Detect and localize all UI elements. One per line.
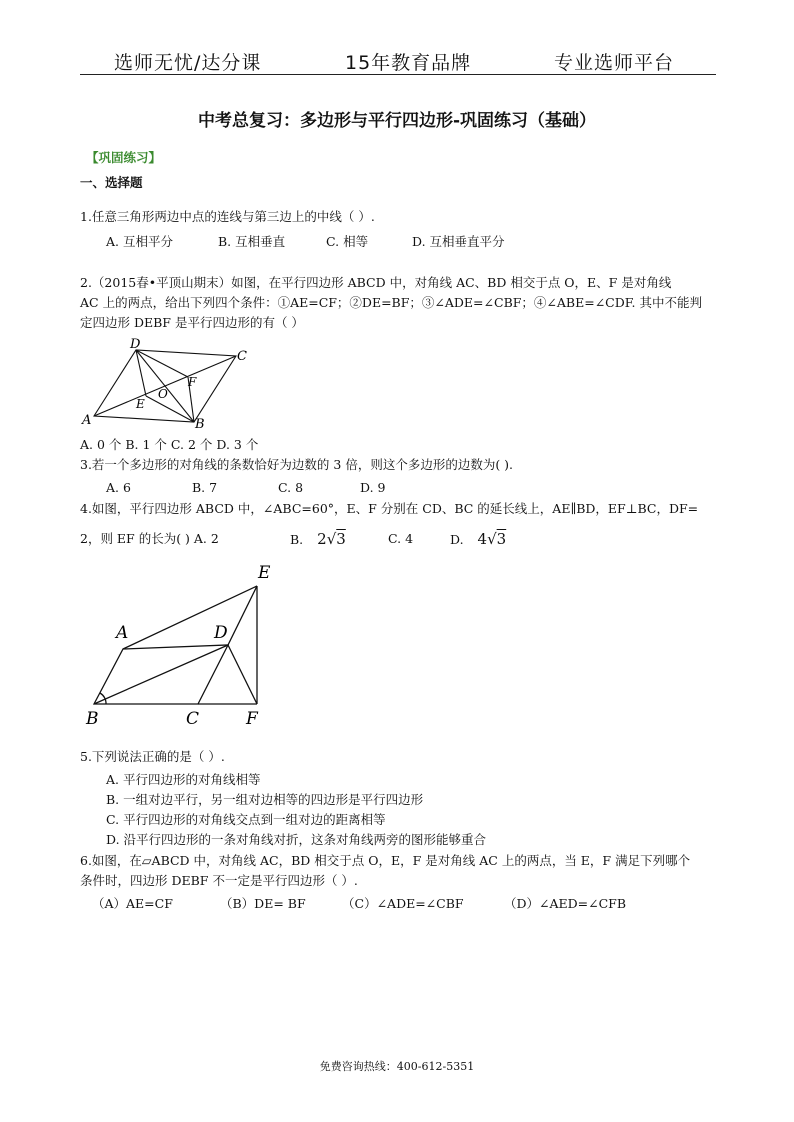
label-e: E	[258, 563, 271, 583]
q4-option-b-label: B.	[290, 532, 304, 547]
q6-line1: 6.如图，在▱ABCD 中，对角线 AC，BD 相交于点 O，E，F 是对角线 AC 上的两点，当 E，F 满足下列哪个	[80, 853, 691, 868]
q4-option-d-radicand: 3	[496, 530, 507, 548]
q3-stem: 3.若一个多边形的对角线的条数恰好为边数的 3 倍，则这个多边形的边数为( ).	[80, 457, 514, 472]
q6-line2: 条件时，四边形 DEBF 不一定是平行四边形（ ）.	[80, 873, 358, 888]
q1-stem: 1.任意三角形两边中点的连线与第三边上的中线（ ）.	[80, 209, 375, 224]
diagonal-bd	[94, 645, 228, 704]
q4-option-b	[290, 530, 346, 549]
label-b: B	[86, 709, 99, 728]
label-f: F	[246, 709, 258, 728]
page-title: 中考总复习：多边形与平行四边形-巩固练习（基础）	[197, 111, 597, 131]
q5-option-c: C. 平行四边形的对角线交点到一组对边的距离相等	[106, 812, 386, 827]
q1-option-a: A. 互相平分	[106, 234, 173, 249]
q3-option-a: A. 6	[106, 480, 131, 495]
q1-option-b: B. 互相垂直	[218, 234, 286, 249]
q5-stem: 5.下列说法正确的是（ ）.	[80, 749, 225, 764]
parallelogram-figure-q4	[80, 558, 300, 728]
label-o: O	[158, 387, 168, 401]
label-c: C	[186, 709, 200, 728]
label-b: B	[195, 417, 205, 432]
q6-option-a: （A）AE=CF	[92, 896, 173, 911]
q3-option-d: D. 9	[360, 480, 386, 495]
q6-option-c: （C）∠ADE=∠CBF	[342, 896, 464, 911]
label-d: D	[130, 337, 141, 352]
q5-option-d: D. 沿平行四边形的一条对角线对折，这条对角线两旁的图形能够重合	[106, 832, 487, 847]
label-f: F	[188, 375, 197, 389]
q4-option-d-value: 4√3	[477, 530, 507, 548]
q5-option-b: B. 一组对边平行，另一组对边相等的四边形是平行四边形	[106, 792, 424, 807]
segment-de	[228, 586, 257, 645]
segment-df	[136, 350, 188, 377]
q1-option-d: D. 互相垂直平分	[412, 234, 505, 249]
q4-option-d-coef: 4	[477, 530, 488, 548]
q3-option-b: B. 7	[192, 480, 218, 495]
q4-option-d-label: D.	[450, 532, 464, 547]
segment-df	[228, 645, 257, 704]
segment-eb	[146, 396, 194, 422]
section-label: 【巩固练习】	[86, 150, 162, 165]
q4-option-b-coef: 2	[317, 530, 327, 548]
q2-line3: 定四边形 DEBF 是平行四边形的有（ ）	[80, 315, 304, 330]
label-c: C	[237, 349, 247, 364]
q3-option-c: C. 8	[278, 480, 304, 495]
q4-option-b-value: 2√3	[317, 530, 346, 548]
parallelogram-figure-q2	[80, 336, 260, 432]
header-divider	[80, 74, 716, 75]
label-e: E	[136, 397, 145, 411]
label-a: A	[116, 623, 129, 643]
q4-option-d	[450, 530, 506, 549]
segment-ae	[123, 586, 257, 649]
header-right: 专业选师平台	[554, 52, 675, 74]
q1-option-c: C. 相等	[326, 234, 369, 249]
angle-abc-arc	[100, 693, 106, 704]
label-d: D	[214, 623, 228, 643]
q4-line1: 4.如图，平行四边形 ABCD 中，∠ABC=60°，E、F 分别在 CD、BC 的延长线上，AE∥BD，EF⊥BC，DF=	[80, 501, 699, 516]
q6-option-d: （D）∠AED=∠CFB	[504, 896, 627, 911]
header-middle: 15年教育品牌	[345, 52, 472, 74]
subsection-heading: 一、选择题	[80, 175, 143, 190]
q2-line2: AC 上的两点，给出下列四个条件：①AE=CF；②DE=BF；③∠ADE=∠CBF；④∠ABE=∠CDF. 其中不能判	[80, 295, 702, 310]
diagonal-bd	[136, 350, 194, 422]
header-left: 选师无忧/达分课	[114, 52, 262, 74]
q4-option-b-radicand: 3	[336, 530, 346, 548]
q4-line2: 2，则 EF 的长为( ) A. 2	[80, 531, 219, 546]
q5-option-a: A. 平行四边形的对角线相等	[106, 772, 261, 787]
label-a: A	[82, 413, 92, 428]
q4-option-c: C. 4	[388, 531, 414, 546]
q6-option-b: （B）DE= BF	[220, 896, 306, 911]
q2-line1: 2.（2015春•平顶山期末）如图，在平行四边形 ABCD 中，对角线 AC、BD 相交于点 O，E、F 是对角线	[80, 275, 672, 290]
footer-hotline: 免费咨询热线：400-612-5351	[319, 1060, 475, 1073]
q2-answers: A. 0 个 B. 1 个 C. 2 个 D. 3 个	[80, 437, 259, 452]
